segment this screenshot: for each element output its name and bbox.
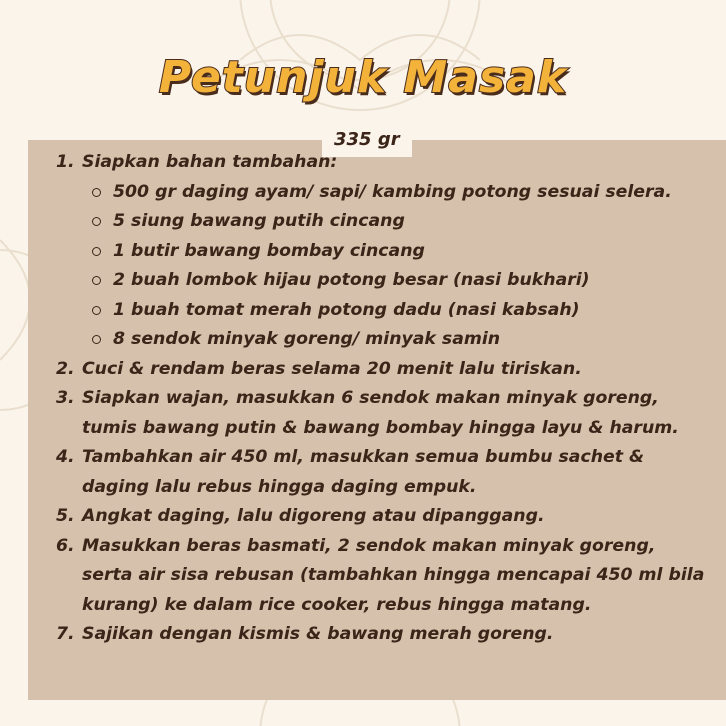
step-number: 6.	[56, 535, 75, 556]
ingredient-item	[92, 207, 706, 237]
step-text: Siapkan wajan, masukkan 6 sendok makan minyak goreng, tumis bawang putin & bawang bombay hingga layu & harum.	[82, 388, 679, 438]
weight-badge: 335 gr	[322, 123, 412, 157]
circle-bullet-icon	[92, 247, 101, 256]
step-number: 3.	[56, 388, 75, 408]
step-number: 7.	[56, 624, 75, 644]
ingredient-text: 2 buah lombok hijau potong besar (nasi bukhari)	[113, 270, 590, 290]
circle-bullet-icon	[92, 217, 101, 226]
step-7	[56, 620, 706, 650]
ingredient-item	[92, 237, 706, 267]
step-text: Angkat daging, lalu digoreng atau dipanggang.	[82, 506, 545, 526]
step-text: Tambahkan air 450 ml, masukkan semua bumbu sachet & daging lalu rebus hingga daging empuk.	[82, 447, 645, 497]
circle-bullet-icon	[92, 188, 101, 197]
ingredient-text: 8 sendok minyak goreng/ minyak samin	[113, 329, 501, 349]
step-3	[56, 384, 706, 443]
step-text: Siapkan bahan tambahan:	[82, 152, 338, 172]
step-text: Cuci & rendam beras selama 20 menit lalu tiriskan.	[82, 358, 582, 379]
circle-bullet-icon	[92, 306, 101, 315]
page-title: Petunjuk Masak	[158, 52, 568, 103]
ingredient-item	[92, 266, 706, 296]
step-6	[56, 532, 706, 621]
step-number: 4.	[56, 447, 75, 467]
ingredient-item	[92, 325, 706, 355]
step-text: Sajikan dengan kismis & bawang merah goreng.	[82, 624, 554, 644]
step-text: Masukkan beras basmati, 2 sendok makan minyak goreng, serta air sisa rebusan (tambahkan hingga mencapai 450 ml bila kurang) ke dalam rice cooker, rebus hingga matang.	[82, 535, 705, 615]
ingredient-list	[56, 178, 706, 355]
ingredient-item	[92, 178, 706, 208]
step-number: 1.	[56, 152, 75, 172]
steps-list	[56, 148, 706, 650]
ingredient-text: 500 gr daging ayam/ sapi/ kambing potong sesuai selera.	[113, 181, 672, 202]
ingredient-text: 5 siung bawang putih cincang	[113, 211, 405, 231]
circle-bullet-icon	[92, 335, 101, 344]
step-1	[56, 148, 706, 355]
ingredient-text: 1 butir bawang bombay cincang	[113, 240, 425, 261]
ingredient-text: 1 buah tomat merah potong dadu (nasi kabsah)	[113, 299, 580, 320]
step-2	[56, 355, 706, 385]
step-5	[56, 502, 706, 532]
circle-bullet-icon	[92, 276, 101, 285]
step-4	[56, 443, 706, 502]
step-number: 5.	[56, 506, 75, 526]
step-number: 2.	[56, 358, 75, 379]
ingredient-item	[92, 296, 706, 326]
